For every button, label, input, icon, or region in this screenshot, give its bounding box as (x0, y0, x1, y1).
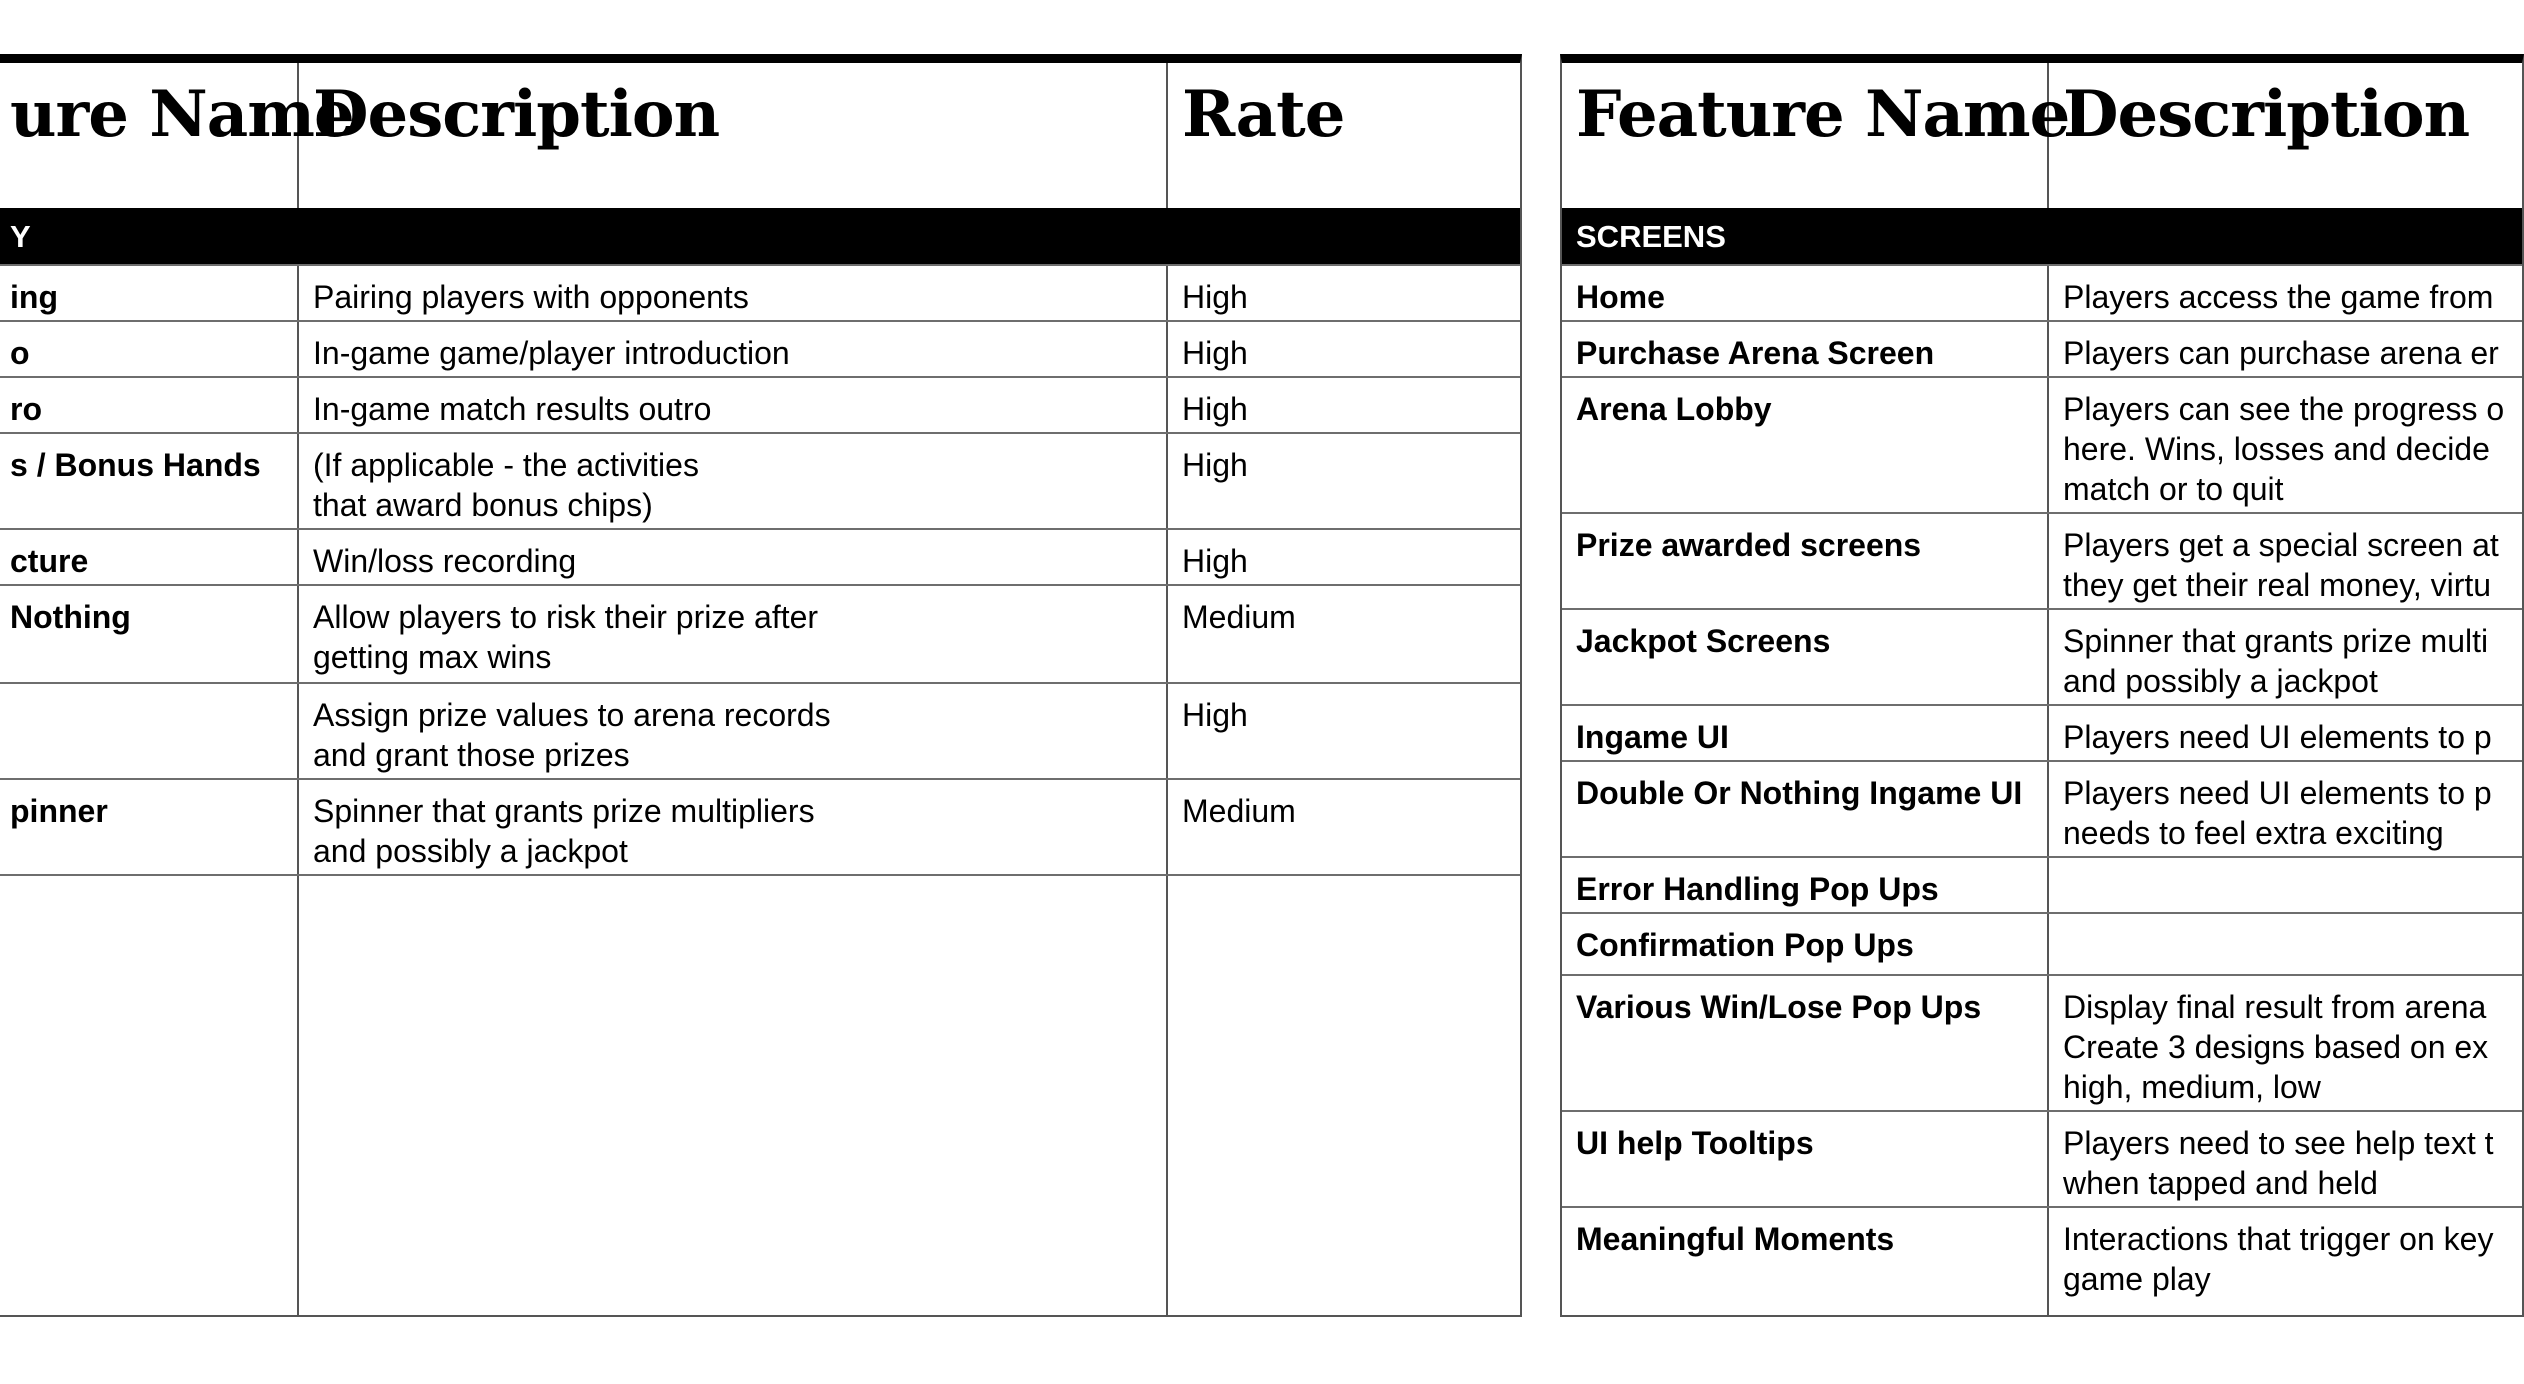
description-cell: Players need UI elements to p needs to feel extra exciting (2063, 775, 2492, 851)
description-cell: Allow players to risk their prize after getting max wins (313, 599, 819, 675)
rate-cell: High (1182, 279, 1248, 315)
description-cell (2049, 858, 2522, 914)
header-rate: Rate (1182, 77, 1345, 152)
table-row (0, 376, 1520, 434)
feature-table-left (0, 54, 1522, 1317)
description-cell: Spinner that grants prize multi and possibly a jackpot (2063, 623, 2489, 699)
table-row (1562, 912, 2522, 976)
description-cell: Players need UI elements to p (2063, 719, 2492, 755)
description-cell: (If applicable - the activities that award bonus chips) (313, 447, 699, 523)
table-row (0, 320, 1520, 378)
description-cell: Pairing players with opponents (313, 279, 749, 315)
table-row (1562, 512, 2522, 610)
feature-name-cell: Arena Lobby (1576, 391, 1772, 427)
description-cell: Players access the game from (2063, 279, 2494, 315)
feature-name-cell: Nothing (10, 599, 131, 635)
description-cell: Win/loss recording (313, 543, 577, 579)
feature-name-cell: Error Handling Pop Ups (1576, 871, 1939, 907)
table-row-empty (0, 874, 1520, 1315)
feature-table-right (1560, 54, 2524, 1317)
description-cell: In-game game/player introduction (313, 335, 790, 371)
table-row (1562, 704, 2522, 762)
feature-name-cell: Jackpot Screens (1576, 623, 1831, 659)
table-row (0, 432, 1520, 530)
header-description: Description (313, 77, 720, 152)
table-row (0, 528, 1520, 586)
description-cell: Players need to see help text t when tapped and held (2063, 1125, 2494, 1201)
rate-cell: High (1182, 335, 1248, 371)
table-row (0, 584, 1520, 684)
feature-name-cell: Home (1576, 279, 1665, 315)
feature-name-cell (0, 684, 297, 780)
table-row (1562, 608, 2522, 706)
section-header: SCREENS (1562, 208, 2522, 264)
table-row (1562, 974, 2522, 1112)
description-cell: Spinner that grants prize multipliers and possibly a jackpot (313, 793, 815, 869)
table-row (1562, 376, 2522, 514)
feature-name-cell: UI help Tooltips (1576, 1125, 1814, 1161)
table-row (1562, 1110, 2522, 1208)
table-row (1562, 760, 2522, 858)
table-row (1562, 1206, 2522, 1315)
feature-name-cell: Various Win/Lose Pop Ups (1576, 989, 1982, 1025)
description-cell: Interactions that trigger on key game play (2063, 1221, 2494, 1297)
description-cell: Players can see the progress o here. Wins, losses and decide match or to quit (2063, 391, 2505, 507)
feature-name-cell: Meaningful Moments (1576, 1221, 1895, 1257)
feature-name-cell: ro (10, 391, 42, 427)
description-cell: Players can purchase arena er (2063, 335, 2499, 371)
section-header: Y (0, 208, 1520, 264)
table-row (1562, 856, 2522, 914)
description-cell (2049, 914, 2522, 976)
feature-name-cell: Purchase Arena Screen (1576, 335, 1935, 371)
feature-name-cell: Double Or Nothing Ingame UI (1576, 775, 2023, 811)
rate-cell: Medium (1182, 793, 1296, 829)
feature-name-cell: Prize awarded screens (1576, 527, 1922, 563)
description-cell: Players get a special screen at they get their real money, virtu (2063, 527, 2499, 603)
feature-name-cell: pinner (10, 793, 108, 829)
table-row (1562, 264, 2522, 322)
header-feature-name: ure Name (10, 77, 354, 152)
description-cell: Display final result from arena Create 3 designs based on ex high, medium, low (2063, 989, 2489, 1105)
feature-name-cell: ing (10, 279, 58, 315)
feature-name-cell: cture (10, 543, 89, 579)
description-cell: In-game match results outro (313, 391, 712, 427)
rate-cell: High (1182, 391, 1248, 427)
table-row (0, 682, 1520, 780)
feature-name-cell: s / Bonus Hands (10, 447, 261, 483)
feature-name-cell: o (10, 335, 30, 371)
description-cell: Assign prize values to arena records and grant those prizes (313, 697, 831, 773)
feature-name-cell: Ingame UI (1576, 719, 1729, 755)
header-feature-name: Feature Name (1576, 77, 2070, 152)
header-description: Description (2063, 77, 2470, 152)
rate-cell: High (1182, 697, 1248, 733)
table-row (1562, 320, 2522, 378)
feature-name-cell: Confirmation Pop Ups (1576, 927, 1914, 963)
table-row (0, 264, 1520, 322)
rate-cell: Medium (1182, 599, 1296, 635)
rate-cell: High (1182, 543, 1248, 579)
rate-cell: High (1182, 447, 1248, 483)
table-row (0, 778, 1520, 876)
